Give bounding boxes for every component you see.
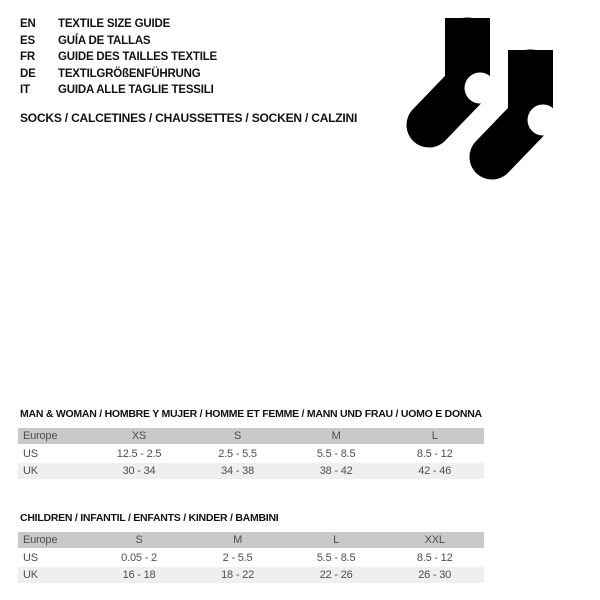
- size-value: 0.05 - 2: [121, 551, 157, 564]
- column-header: L: [333, 534, 340, 546]
- language-row-it: [20, 82, 217, 99]
- table-row-uk: [18, 463, 484, 479]
- size-value: 16 - 18: [122, 569, 156, 581]
- language-label: GUIDA ALLE TAGLIE TESSILI: [58, 84, 214, 97]
- size-value: 18 - 22: [221, 569, 254, 581]
- table-title-man-woman: MAN & WOMAN / HOMBRE Y MUJER / HOMME ET FEMME / MANN UND FRAU / UOMO E DONNA: [20, 408, 482, 420]
- size-value: 22 - 26: [319, 569, 353, 581]
- language-label: GUÍA DE TALLAS: [58, 34, 151, 47]
- language-label: TEXTILE SIZE GUIDE: [58, 18, 171, 30]
- size-value: 2 - 5.5: [222, 551, 253, 564]
- size-value: 12.5 - 2.5: [116, 447, 162, 460]
- size-value: 38 - 42: [319, 465, 353, 477]
- table-row-us: [18, 550, 484, 566]
- language-label: TEXTILGRÖßENFÜHRUNG: [58, 67, 201, 80]
- size-value: 26 - 30: [418, 569, 452, 581]
- size-value: 8.5 - 12: [416, 447, 453, 460]
- size-value: 5.5 - 8.5: [316, 551, 356, 564]
- table-title-children: CHILDREN / INFANTIL / ENFANTS / KINDER / BAMBINI: [20, 512, 279, 524]
- table-header-row: [18, 428, 484, 444]
- size-value: 42 - 46: [418, 465, 452, 477]
- language-code: IT: [20, 84, 30, 97]
- sock-left: [429, 18, 496, 125]
- language-code: ES: [20, 34, 35, 47]
- column-header: S: [234, 430, 242, 442]
- language-code: EN: [20, 18, 36, 30]
- language-label: GUIDE DES TAILLES TEXTILE: [58, 51, 217, 64]
- column-header: Europe: [23, 430, 58, 442]
- language-code: DE: [20, 67, 36, 80]
- row-label: UK: [23, 465, 38, 477]
- size-value: 2.5 - 5.5: [218, 447, 257, 460]
- column-header: Europe: [23, 534, 58, 546]
- column-header: XXL: [424, 534, 445, 546]
- column-header: M: [233, 534, 243, 546]
- category-title: SOCKS / CALCETINES / CHAUSSETTES / SOCKEN / CALZINI: [20, 111, 358, 125]
- table-row-us: [18, 446, 484, 462]
- row-label: UK: [23, 569, 38, 581]
- size-table-man-woman: [18, 428, 484, 481]
- sock-right: [492, 50, 559, 157]
- language-row-en: [20, 16, 217, 33]
- row-label: US: [23, 551, 38, 564]
- language-row-fr: [20, 49, 217, 66]
- size-table-children: [18, 532, 484, 585]
- column-header: M: [331, 430, 341, 442]
- column-header: S: [135, 534, 143, 546]
- table-row-uk: [18, 567, 484, 583]
- language-row-es: [20, 33, 217, 50]
- size-value: 5.5 - 8.5: [316, 447, 356, 460]
- column-header: XS: [131, 430, 147, 442]
- column-header: L: [431, 430, 438, 442]
- language-code: FR: [20, 51, 35, 64]
- language-row-de: [20, 66, 217, 83]
- size-value: 8.5 - 12: [416, 551, 453, 564]
- table-header-row: [18, 532, 484, 548]
- socks-icon: [404, 0, 566, 182]
- row-label: US: [23, 447, 38, 460]
- language-title-list: [20, 16, 217, 99]
- size-value: 30 - 34: [122, 465, 156, 477]
- size-value: 34 - 38: [221, 465, 254, 477]
